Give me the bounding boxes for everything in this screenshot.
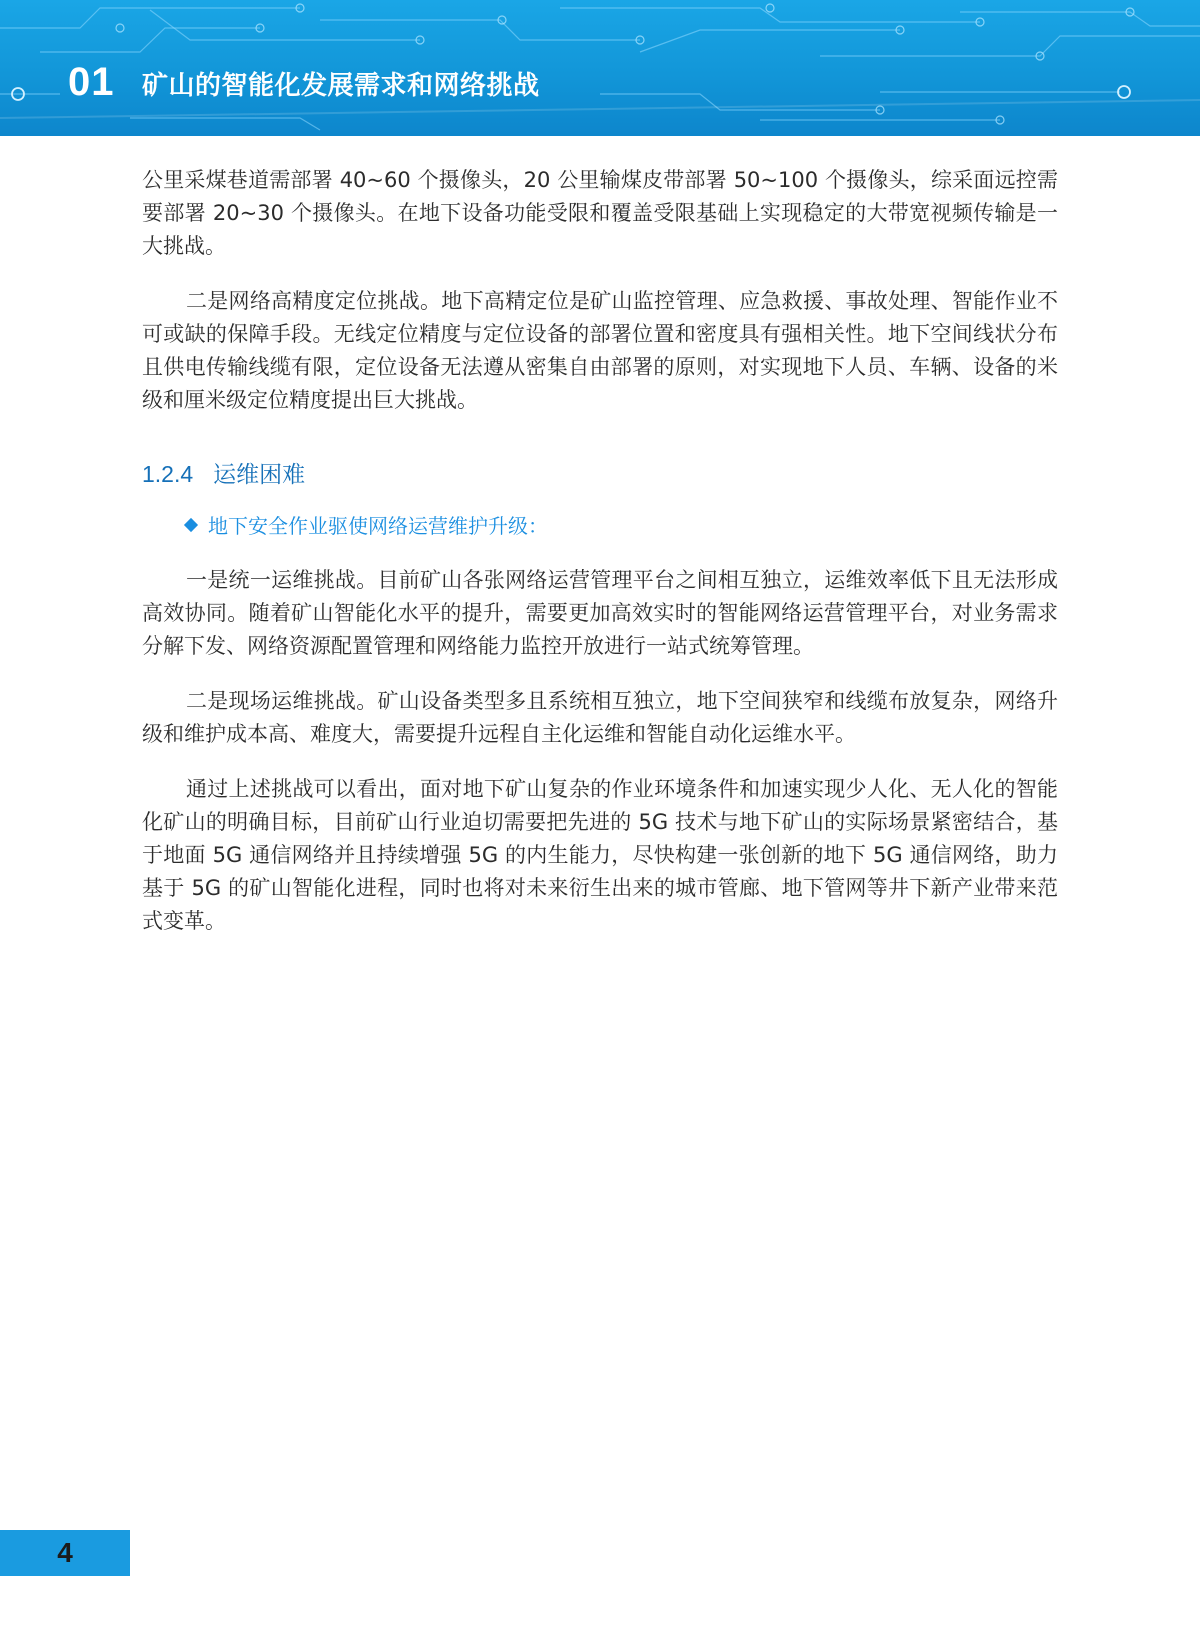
page-header-banner — [0, 0, 1200, 136]
paragraph-conclusion: 通过上述挑战可以看出，面对地下矿山复杂的作业环境条件和加速实现少人化、无人化的智能化矿山的明确目标，目前矿山行业迫切需要把先进的 5G 技术与地下矿山的实际场景紧密结合，基于地面 5G 通信网络并且持续增强 5G 的内生能力，尽快构建一张创新的地下 5G 通信网络，助力基于 5G 的矿山智能化进程，同时也将对未来衍生出来的城市管廊、地下管网等井下新产业带来范式变革。 — [142, 777, 1058, 933]
chapter-number: 01 — [68, 60, 115, 104]
chapter-title: 矿山的智能化发展需求和网络挑战 — [142, 71, 540, 101]
bullet-item — [186, 510, 1058, 542]
paragraph-continued: 公里采煤巷道需部署 40~60 个摄像头，20 公里输煤皮带部署 50~100 个摄像头，综采面远控需要部署 20~30 个摄像头。在地下设备功能受限和覆盖受限基础上实现稳定的大带宽视频传输是一大挑战。 — [142, 168, 1058, 258]
section-title: 运维困难 — [213, 462, 306, 488]
paragraph-onsite-ops: 二是现场运维挑战。矿山设备类型多且系统相互独立，地下空间狭窄和线缆布放复杂，网络升级和维护成本高、难度大，需要提升远程自主化运维和智能自动化运维水平。 — [142, 689, 1058, 746]
paragraph-positioning-challenge: 二是网络高精度定位挑战。地下高精定位是矿山监控管理、应急救援、事故处理、智能作业不可或缺的保障手段。无线定位精度与定位设备的部署位置和密度具有强相关性。地下空间线状分布且供电传输线缆有限，定位设备无法遵从密集自由部署的原则，对实现地下人员、车辆、设备的米级和厘米级定位精度提出巨大挑战。 — [142, 289, 1058, 412]
diamond-bullet-icon — [184, 518, 198, 532]
section-heading — [142, 457, 1058, 492]
paragraph-unified-ops: 一是统一运维挑战。目前矿山各张网络运营管理平台之间相互独立，运维效率低下且无法形成高效协同。随着矿山智能化水平的提升，需要更加高效实时的智能网络运营管理平台，对业务需求分解下发、网络资源配置管理和网络能力监控开放进行一站式统筹管理。 — [142, 568, 1058, 658]
main-content — [142, 164, 1058, 960]
bullet-text: 地下安全作业驱使网络运营维护升级： — [208, 514, 548, 538]
section-number: 1.2.4 — [142, 461, 194, 487]
page-number: 4 — [57, 1537, 73, 1568]
